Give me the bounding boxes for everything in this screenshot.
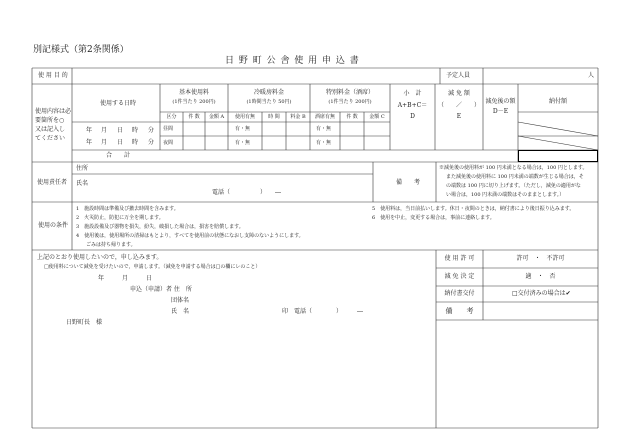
total-label: 合 計 bbox=[106, 152, 131, 159]
applicant-name: 氏 名 bbox=[171, 308, 190, 315]
left-note-line: 又は記入し bbox=[35, 126, 66, 133]
form-note: 別記様式（第2条関係） bbox=[33, 45, 129, 55]
col-cool-use: 使用有無 bbox=[234, 114, 255, 120]
special-fee-title: 特別料金（酒席） bbox=[325, 89, 374, 96]
permit-value: 許可 ・ 不許可 bbox=[516, 255, 565, 262]
hour-label: 時 bbox=[132, 139, 139, 146]
condition-item: 3 施設設備及び器物を損失，紛失，破損した場合は，損害を賠償します。 bbox=[76, 224, 244, 230]
month-label: 月 bbox=[101, 127, 108, 134]
subtotal-title: 小 計 bbox=[403, 90, 422, 97]
applicant-address: 申込（申請）者 住 所 bbox=[130, 286, 192, 293]
condition-item: ごみは持ち帰ります。 bbox=[76, 242, 136, 248]
application-intro: 上記のとおり使用したいので，申し込みます。 bbox=[37, 254, 163, 261]
year-label: 年 bbox=[86, 127, 93, 134]
permit-label: 使 用 許 可 bbox=[444, 255, 475, 262]
addressee: 日野町長 様 bbox=[66, 319, 103, 326]
condition-item: 1 施設時間は準備及び撤去時間を含みます。 bbox=[76, 206, 179, 212]
cool-yesno-night: 有・無 bbox=[235, 140, 251, 146]
application-date: 年 月 日 bbox=[98, 275, 153, 282]
basic-fee-sub: (1件当たり 200円) bbox=[172, 99, 216, 105]
invoice-value[interactable] bbox=[512, 291, 571, 297]
after-exempt-title: 減免後の額 bbox=[485, 98, 516, 105]
people-label: 予定人員 bbox=[446, 72, 471, 79]
left-note-line: 使用内容は必 bbox=[35, 108, 72, 115]
col-kubun: 区分 bbox=[166, 114, 177, 120]
purpose-label: 使 用 目 的 bbox=[38, 72, 68, 79]
check-mark-icon: ✔ bbox=[565, 290, 571, 297]
exempt-title: 減 免 額 bbox=[448, 90, 470, 97]
note-line: また減免後の使用料に 100 円未満の端数が生じる場合は，そ bbox=[446, 174, 584, 180]
responsible-phone: 電話（ ） ― bbox=[212, 189, 282, 196]
left-note-line: 要箇所を○ bbox=[35, 117, 65, 124]
applicant-seal-phone: 印 電話（ ） ― bbox=[282, 308, 364, 315]
applicant-group: 団体名 bbox=[171, 297, 190, 304]
payment-header: 納付額 bbox=[548, 98, 567, 105]
day-label: 日 bbox=[117, 127, 124, 134]
day-label: 日 bbox=[117, 139, 124, 146]
minute-label: 分 bbox=[148, 127, 155, 134]
col-special-count: 件 数 bbox=[346, 114, 358, 120]
col-hours: 時 間 bbox=[268, 114, 280, 120]
after-exempt-formula: D－E bbox=[492, 108, 509, 115]
condition-item: 2 火災防止，防犯に万全を期します。 bbox=[76, 215, 164, 221]
datetime-header: 使用する日時 bbox=[100, 100, 137, 107]
special-yesno-day: 有・無 bbox=[316, 126, 332, 132]
col-fee-b: 料金 B bbox=[290, 114, 306, 120]
exemption-checkbox-line[interactable]: □使用料について減免を受けたいので，申請します。（減免を申請する場合は□の欄にレのこと） bbox=[44, 264, 261, 270]
hour-label: 時 bbox=[132, 127, 139, 134]
col-amount-a: 金額 A bbox=[208, 114, 225, 120]
responsible-label: 使用責任者 bbox=[37, 179, 68, 186]
year-label: 年 bbox=[86, 139, 93, 146]
conditions-label: 使用の条件 bbox=[38, 222, 69, 229]
month-label: 月 bbox=[101, 139, 108, 146]
col-amount-c: 金額 C bbox=[369, 114, 385, 120]
basic-fee-title: 基本使用料 bbox=[178, 89, 209, 96]
exempt-decision-value: 適 ・ 否 bbox=[525, 273, 556, 280]
nighttime-label: 夜間 bbox=[163, 140, 174, 146]
col-special-use: 酒席有無 bbox=[314, 114, 335, 120]
daytime-label: 昼間 bbox=[163, 126, 174, 132]
condition-item: 6 使用を中止，変更する場合は，事前に連絡します。 bbox=[372, 215, 495, 221]
subtotal-letter: D bbox=[410, 113, 415, 120]
page-title: 日 野 町 公 舎 使 用 申 込 書 bbox=[225, 56, 360, 66]
cool-yesno-day: 有・無 bbox=[235, 126, 251, 132]
special-yesno-night: 有・無 bbox=[316, 140, 332, 146]
exempt-decision-label: 減 免 決 定 bbox=[444, 273, 475, 280]
note-line: の端数は 100 円に切り上げます。（ただし，減免の適用がな bbox=[446, 183, 581, 189]
note-line: い場合は，100 円未満の端数はそのままとします。） bbox=[446, 192, 565, 198]
minute-label: 分 bbox=[148, 139, 155, 146]
subtotal-formula: A+B+C＝ bbox=[397, 102, 428, 109]
note-line: ※減免後の使用料が 100 円未満となる場合は，100 円とします。 bbox=[439, 165, 588, 171]
cooling-fee-title: 冷暖房料金 bbox=[253, 89, 284, 96]
condition-item: 5 使用料は，当日前払いします。休日・夜間のときは，納付書により後日振り込みます。 bbox=[372, 206, 575, 212]
left-note-line: てください bbox=[35, 135, 66, 142]
condition-item: 4 使用後は，使用場所の清掃はもとより，すべてを使用前の状態になおし支障のないようにします。 bbox=[76, 233, 304, 239]
invoice-value-text: □交付済みの場合は bbox=[512, 290, 566, 297]
cooling-fee-sub: (1時間当たり 50円) bbox=[246, 99, 292, 105]
exempt-letter: E bbox=[456, 113, 462, 120]
approval-remarks-label: 備 考 bbox=[445, 307, 474, 315]
exempt-bracket: （ ／ ） bbox=[437, 102, 480, 109]
invoice-label: 納付書交付 bbox=[444, 290, 475, 297]
remarks-label: 備 考 bbox=[396, 179, 421, 186]
special-fee-sub: (1件当たり 200円) bbox=[328, 99, 372, 105]
people-unit: 人 bbox=[588, 72, 595, 79]
total-highlight-box bbox=[518, 150, 598, 162]
col-kensu: 件 数 bbox=[188, 114, 200, 120]
responsible-name: 氏名 bbox=[76, 180, 89, 187]
responsible-addr: 住所 bbox=[76, 165, 89, 172]
